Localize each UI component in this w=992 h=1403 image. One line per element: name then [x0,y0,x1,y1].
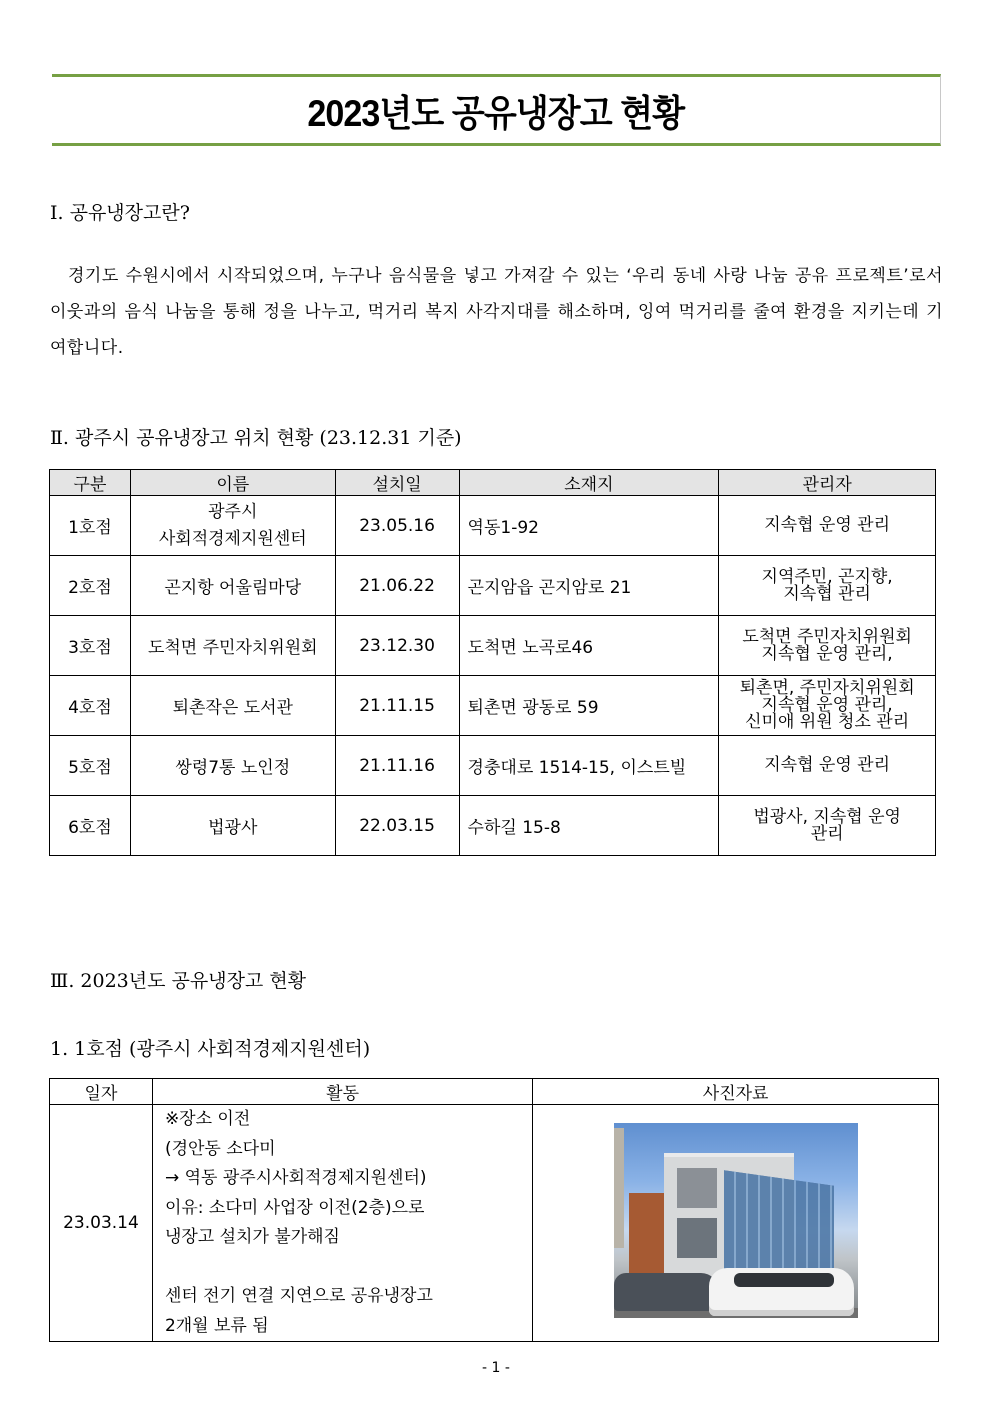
column-header: 설치일 [335,470,459,496]
document-title: 2023년도 공유냉장고 현황 [307,93,685,134]
store-name: 퇴촌작은 도서관 [130,676,335,736]
section3-heading: Ⅲ. 2023년도 공유냉장고 현황 [50,970,307,992]
photo-van-window-shape [734,1273,834,1287]
manager [719,616,936,676]
activity-line: 2개월 보류 됨 [164,1315,269,1336]
store-number: 2호점 [50,556,131,616]
manager [719,556,936,616]
activity-table [49,1078,939,1342]
store-name-line: 광주시 [208,501,258,522]
manager [719,676,936,736]
table-header-row [50,470,936,496]
manager-line: 관리 [810,823,844,844]
section3-subheading: 1. 1호점 (광주시 사회적경제지원센터) [50,1038,371,1060]
location-table [49,469,936,856]
column-header: 소재지 [459,470,719,496]
manager-line: 지역주민, 곤지향, [761,566,893,587]
manager [719,796,936,856]
address: 퇴촌면 광동로 59 [459,676,719,736]
activity-line: → 역동 광주시사회적경제지원센터) [164,1168,427,1188]
column-header: 구분 [50,470,131,496]
column-header: 이름 [130,470,335,496]
document-title-box [52,74,941,146]
install-date: 23.05.16 [335,496,459,556]
table-row [50,796,936,856]
activity-line: (경안동 소다미 [164,1138,276,1159]
manager: 지속협 운영 관리 [719,736,936,796]
store-number: 5호점 [50,736,131,796]
manager-line: 지속협 관리 [783,583,871,604]
column-header: 사진자료 [533,1079,939,1105]
store-name: 곤지항 어울림마당 [130,556,335,616]
store-name [130,496,335,556]
activity-description [152,1105,532,1342]
section1-paragraph-text: 경기도 수원시에서 시작되었으며, 누구나 음식물을 넣고 가져갈 수 있는 ‘우리 동네 사랑 나눔 공유 프로젝트’로서 이웃과의 음식 나눔을 통해 정을 나누고, 먹거리 복지 사각지대를 해소하며, 잉여 먹거리를 줄여 환경을 지키는데 기여합니다. [50,266,943,358]
photo-balcony-shape [677,1168,717,1208]
table-row [50,616,936,676]
store-name: 도척면 주민자치위원회 [130,616,335,676]
column-header: 활동 [152,1079,532,1105]
install-date: 21.11.15 [335,676,459,736]
manager-line: 도척면 주민자치위원회 [742,626,912,647]
manager-line: 신미애 위원 청소 관리 [745,712,910,732]
table-row [50,556,936,616]
section1-heading: Ⅰ. 공유냉장고란? [50,202,190,224]
column-header: 일자 [50,1079,153,1105]
activity-line [165,1253,532,1283]
install-date: 21.06.22 [335,556,459,616]
store-number: 1호점 [50,496,131,556]
store-number: 6호점 [50,796,131,856]
store-number: 4호점 [50,676,131,736]
manager-line: 퇴촌면, 주민자치위원회 [739,678,915,698]
install-date: 23.12.30 [335,616,459,676]
activity-line: ※장소 이전 [164,1109,251,1129]
address: 경충대로 1514-15, 이스트빌 [459,736,719,796]
table-row [50,1105,939,1342]
activity-line: 이유: 소다미 사업장 이전(2층)으로 [164,1197,425,1218]
activity-date: 23.03.14 [50,1105,153,1342]
store-name: 쌍령7통 노인정 [130,736,335,796]
photo-balcony-shape [677,1218,717,1258]
manager-line: 지속협 운영 관리, [761,643,893,664]
building-photo [614,1123,858,1318]
table-header-row [50,1079,939,1105]
address: 곤지암읍 곤지암로 21 [459,556,719,616]
activity-line: 냉장고 설치가 불가해짐 [164,1227,340,1247]
address: 역동1-92 [459,496,719,556]
table-row [50,736,936,796]
manager-line: 지속협 운영 관리, [761,695,893,715]
section2-heading: Ⅱ. 광주시 공유냉장고 위치 현황 (23.12.31 기준) [50,427,462,449]
activity-line: 센터 전기 연결 지연으로 공유냉장고 [164,1286,433,1306]
store-number: 3호점 [50,616,131,676]
page-number: - 1 - [482,1360,510,1376]
install-date: 21.11.16 [335,736,459,796]
photo-cell [533,1105,939,1342]
install-date: 22.03.15 [335,796,459,856]
address: 수하길 15-8 [459,796,719,856]
table-row [50,496,936,556]
manager: 지속협 운영 관리 [719,496,936,556]
photo-dark-car-shape [614,1273,719,1311]
manager-line: 법광사, 지속협 운영 [753,806,901,827]
address: 도척면 노곡로46 [459,616,719,676]
column-header: 관리자 [719,470,936,496]
table-row [50,676,936,736]
store-name-line: 사회적경제지원센터 [158,528,307,549]
store-name: 법광사 [130,796,335,856]
section1-paragraph [50,258,943,366]
photo-tower-shape [614,1128,624,1248]
